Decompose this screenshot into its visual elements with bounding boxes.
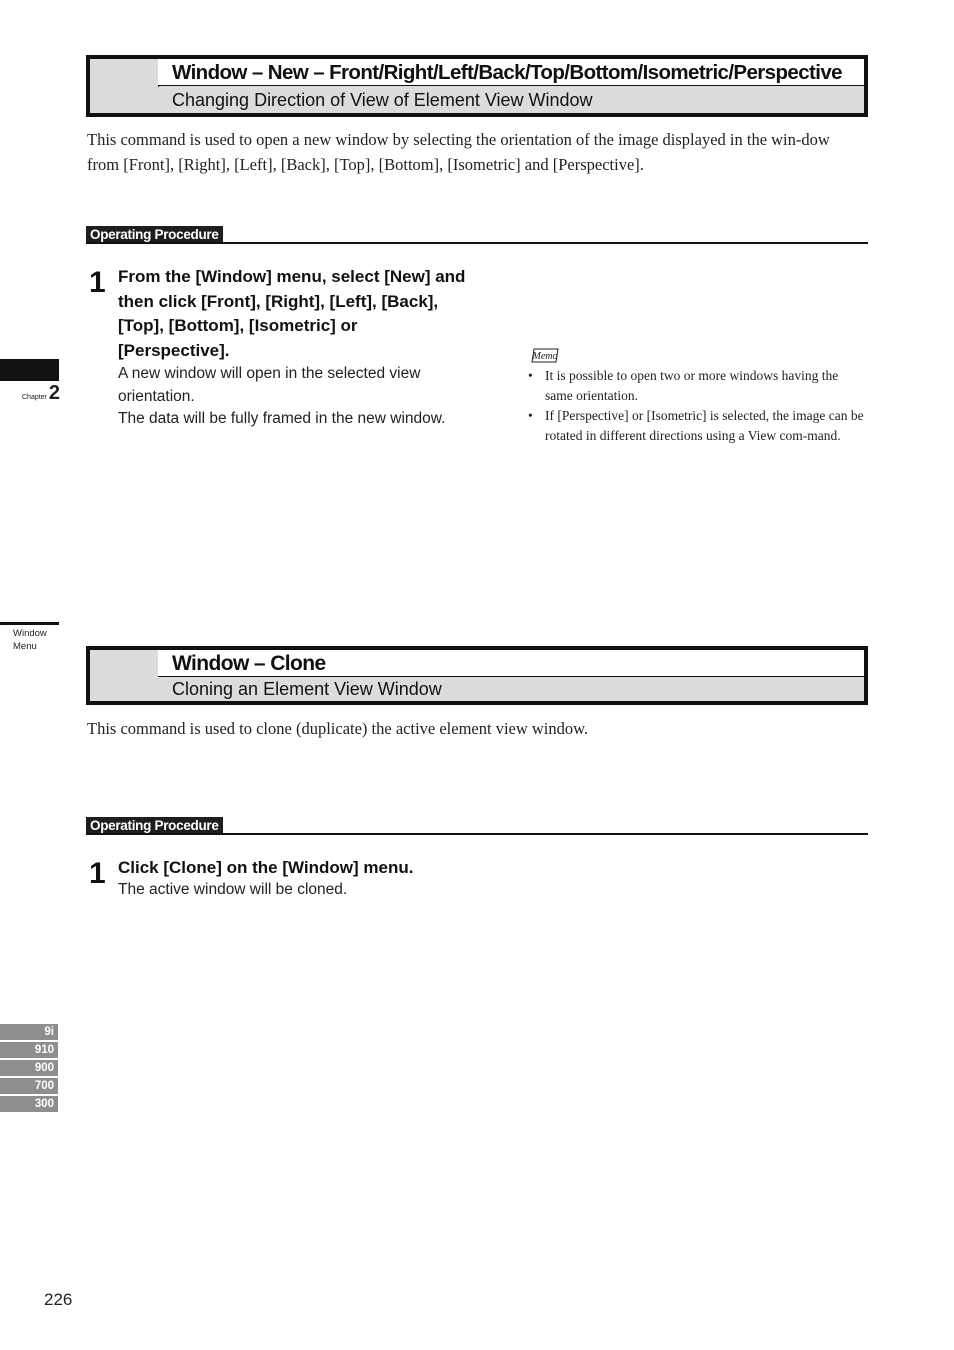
section-header-window-new — [86, 55, 868, 117]
version-tag: 910 — [0, 1042, 58, 1058]
section-subtitle: Cloning an Element View Window — [158, 677, 864, 701]
operating-procedure-label: Operating Procedure — [86, 226, 223, 243]
section-header-window-clone — [86, 646, 868, 705]
chapter-label: Chapter — [22, 394, 47, 401]
version-tag: 700 — [0, 1078, 58, 1094]
version-tags — [0, 1024, 58, 1114]
step-instruction: From the [Window] menu, select [New] and then click [Front], [Right], [Left], [Back], [Top], [Bottom], [Isometric] or [Perspective]. — [118, 267, 466, 360]
page-number: 226 — [44, 1290, 73, 1309]
divider — [86, 242, 868, 244]
memo-item: • It is possible to open two or more windows having the same orientation. — [528, 368, 839, 403]
sidebar-menu-line: Menu — [13, 640, 37, 652]
memo-list — [528, 366, 868, 446]
divider — [86, 833, 868, 835]
version-tag: 9i — [0, 1024, 58, 1040]
step-instruction: Click [Clone] on the [Window] menu. — [118, 858, 414, 877]
section-title: Window – Clone — [158, 650, 864, 677]
step-result-note: The data will be fully framed in the new window. — [118, 410, 446, 427]
step-number: 1 — [89, 266, 106, 299]
memo-item: • If [Perspective] or [Isometric] is selected, the image can be rotated in different directions using a View com-mand. — [528, 408, 864, 443]
memo-icon-text: Memo — [532, 351, 558, 362]
chapter-indicator — [22, 382, 59, 405]
step-number: 1 — [89, 857, 106, 890]
memo-icon — [531, 348, 559, 363]
section-description: This command is used to clone (duplicate) the active element view window. — [87, 719, 589, 738]
operating-procedure-label: Operating Procedure — [86, 817, 223, 834]
section-title: Window – New – Front/Right/Left/Back/Top/Bottom/Isometric/Perspective — [158, 59, 864, 86]
section-header-marker — [90, 650, 159, 701]
chapter-number: 2 — [48, 382, 59, 404]
version-tag: 900 — [0, 1060, 58, 1076]
chapter-tab — [0, 359, 59, 381]
sidebar-menu-line: Window — [13, 628, 47, 639]
section-description: This command is used to open a new window by selecting the orientation of the image displayed in the win-dow from [Front], [Right], [Left], [Back], [Top], [Bottom], [Isometric] and [Perspective]. — [87, 130, 830, 174]
section-header-marker — [90, 59, 159, 113]
sidebar-menu-label — [13, 628, 47, 653]
section-subtitle: Changing Direction of View of Element View Window — [158, 87, 864, 113]
sidebar-divider — [0, 622, 59, 625]
step-result: A new window will open in the selected view orientation. — [118, 365, 421, 405]
step-result: The active window will be cloned. — [118, 881, 348, 898]
version-tag: 300 — [0, 1096, 58, 1112]
